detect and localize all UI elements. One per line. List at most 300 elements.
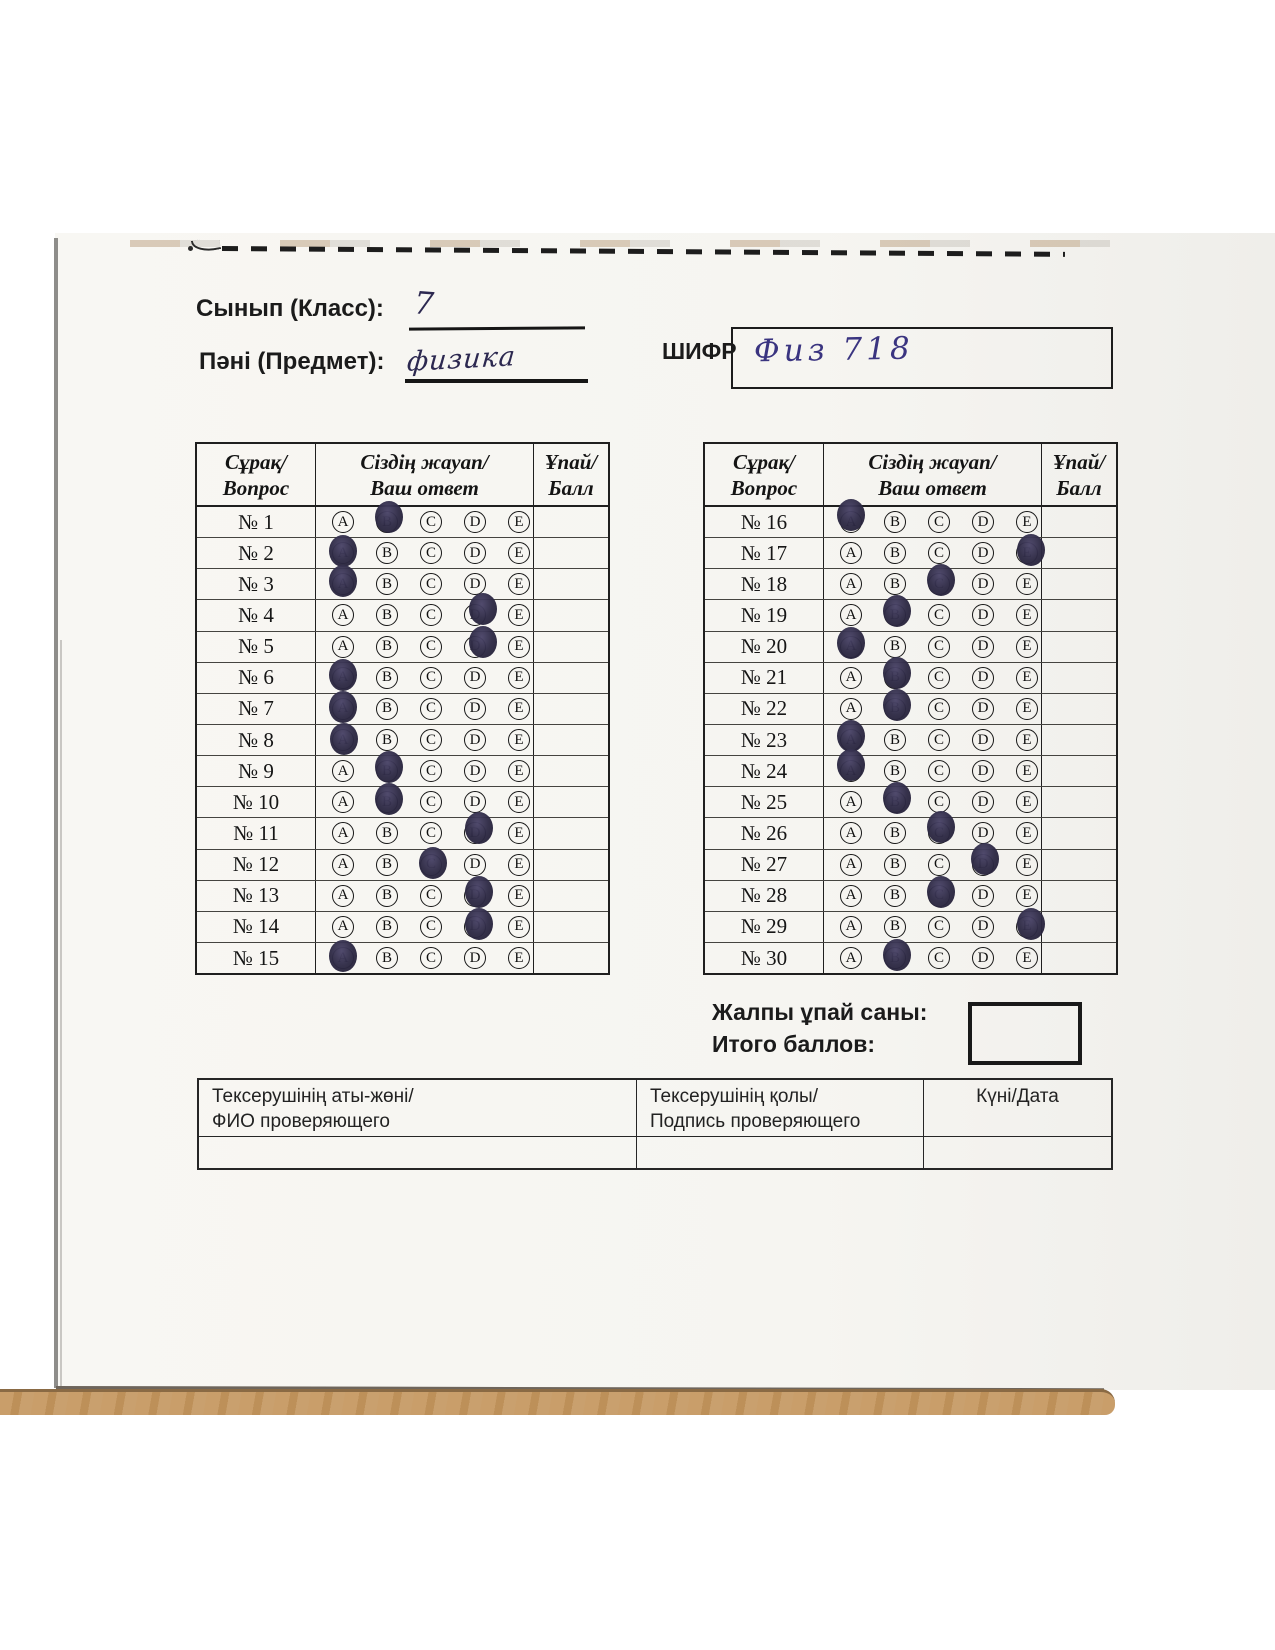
- bubble-D: D: [972, 822, 994, 844]
- pen-squiggle-dot: [188, 246, 193, 251]
- reviewer-table: [197, 1078, 1113, 1170]
- bubble-B: B: [884, 573, 906, 595]
- bubble-B: B: [884, 760, 906, 782]
- bubble-A: A: [840, 573, 862, 595]
- bubble-E: E: [1016, 854, 1038, 876]
- marked-bubble: [1017, 534, 1045, 566]
- answer-row: [705, 881, 1116, 912]
- answer-row: [705, 663, 1116, 694]
- answer-row: [705, 632, 1116, 663]
- bubble-C: C: [420, 604, 442, 626]
- answer-options-cell: [824, 912, 1042, 942]
- bubble-E: E: [1016, 636, 1038, 658]
- question-number: № 23: [705, 725, 824, 755]
- bubble-A: A: [332, 791, 354, 813]
- question-number: № 1: [197, 507, 316, 537]
- cipher-label: ШИФР: [662, 338, 737, 364]
- answer-row: [705, 694, 1116, 725]
- question-number: № 17: [705, 538, 824, 568]
- bubble-E: E: [508, 791, 530, 813]
- question-number: № 25: [705, 787, 824, 817]
- bubble-A: A: [840, 916, 862, 938]
- bubble-B: B: [884, 885, 906, 907]
- question-number: № 11: [197, 818, 316, 848]
- answer-options-cell: [824, 507, 1042, 537]
- bubble-C: C: [420, 511, 442, 533]
- date-cell: [924, 1137, 1111, 1168]
- answer-row: [197, 507, 608, 538]
- bubble-E: E: [1016, 573, 1038, 595]
- reviewer-signature-header: [637, 1080, 924, 1136]
- question-number: № 4: [197, 600, 316, 630]
- score-column-header: Ұпай/ Балл: [544, 449, 598, 500]
- score-cell: [534, 787, 608, 817]
- marked-bubble: [971, 843, 999, 875]
- question-number: № 28: [705, 881, 824, 911]
- marked-bubble: [1017, 908, 1045, 940]
- answer-row: [197, 818, 608, 849]
- bubble-D: D: [972, 916, 994, 938]
- score-cell: [534, 756, 608, 786]
- bubble-B: B: [884, 636, 906, 658]
- bubble-B: B: [376, 667, 398, 689]
- bubble-E: E: [508, 698, 530, 720]
- bubble-E: E: [508, 729, 530, 751]
- score-cell: [1042, 943, 1116, 973]
- bubble-E: E: [1016, 791, 1038, 813]
- answer-options-cell: [824, 569, 1042, 599]
- bubble-C: C: [420, 636, 442, 658]
- answer-options-cell: [316, 600, 534, 630]
- answer-row: [705, 538, 1116, 569]
- bubble-B: B: [376, 698, 398, 720]
- marked-bubble: [375, 501, 403, 533]
- marked-bubble: [330, 723, 358, 755]
- answer-options-cell: [824, 943, 1042, 973]
- bubble-C: C: [928, 791, 950, 813]
- bubble-C: C: [420, 698, 442, 720]
- question-column-header: Сұрақ/ Вопрос: [197, 444, 316, 505]
- bubble-C: C: [928, 542, 950, 564]
- bubble-B: B: [884, 729, 906, 751]
- answer-options-cell: [824, 632, 1042, 662]
- bubble-B: B: [376, 729, 398, 751]
- marked-bubble: [837, 720, 865, 752]
- bubble-C: C: [928, 854, 950, 876]
- bubble-B: B: [376, 916, 398, 938]
- marked-bubble: [375, 783, 403, 815]
- question-number: № 20: [705, 632, 824, 662]
- bubble-D: D: [972, 604, 994, 626]
- score-cell: [534, 600, 608, 630]
- score-cell: [1042, 818, 1116, 848]
- bubble-C: C: [928, 760, 950, 782]
- bubble-E: E: [1016, 822, 1038, 844]
- answer-options-cell: [316, 694, 534, 724]
- answer-options-cell: [316, 632, 534, 662]
- answers-table-questions-16-30: [703, 442, 1118, 975]
- bubble-E: E: [508, 947, 530, 969]
- marked-bubble: [329, 940, 357, 972]
- bubble-C: C: [420, 822, 442, 844]
- reviewer-signature-cell: [637, 1137, 924, 1168]
- bubble-E: E: [508, 542, 530, 564]
- bubble-A: A: [332, 885, 354, 907]
- question-number: № 26: [705, 818, 824, 848]
- subject-label: Пәні (Предмет):: [199, 348, 385, 375]
- bubble-D: D: [972, 791, 994, 813]
- bubble-E: E: [1016, 947, 1038, 969]
- question-number: № 15: [197, 943, 316, 973]
- bubble-D: D: [464, 947, 486, 969]
- question-number: № 8: [197, 725, 316, 755]
- answer-row: [197, 569, 608, 600]
- bubble-D: D: [972, 885, 994, 907]
- answer-options-cell: [824, 756, 1042, 786]
- answer-column-header: Сіздің жауап/ Ваш ответ: [316, 444, 534, 505]
- bubble-B: B: [376, 885, 398, 907]
- reviewer-name-header: [199, 1080, 637, 1136]
- bubble-B: B: [376, 854, 398, 876]
- question-number: № 22: [705, 694, 824, 724]
- bubble-C: C: [420, 791, 442, 813]
- score-cell: [1042, 787, 1116, 817]
- marked-bubble: [469, 593, 497, 625]
- class-handwritten-value: 7: [412, 285, 435, 323]
- bubble-E: E: [508, 760, 530, 782]
- bubble-A: A: [840, 542, 862, 564]
- marked-bubble: [883, 595, 911, 627]
- marked-bubble: [469, 626, 497, 658]
- bubble-C: C: [928, 947, 950, 969]
- bubble-C: C: [928, 511, 950, 533]
- answer-row: [705, 507, 1116, 538]
- reviewer-name-header-kz: Тексерушінің аты-жөні/: [212, 1086, 414, 1107]
- question-number: № 9: [197, 756, 316, 786]
- answer-options-cell: [316, 943, 534, 973]
- bubble-A: A: [840, 822, 862, 844]
- answer-options-cell: [824, 538, 1042, 568]
- marked-bubble: [883, 782, 911, 814]
- marked-bubble: [927, 876, 955, 908]
- question-number: № 10: [197, 787, 316, 817]
- score-cell: [534, 694, 608, 724]
- total-score-box: [968, 1002, 1082, 1065]
- score-cell: [534, 912, 608, 942]
- bubble-A: A: [332, 636, 354, 658]
- bubble-C: C: [420, 947, 442, 969]
- bubble-E: E: [1016, 885, 1038, 907]
- bubble-C: C: [420, 885, 442, 907]
- cipher-handwritten-value: Физ 718: [753, 330, 914, 370]
- marked-bubble: [465, 876, 493, 908]
- bubble-A: A: [840, 698, 862, 720]
- marked-bubble: [883, 689, 911, 721]
- bubble-D: D: [464, 729, 486, 751]
- bubble-D: D: [464, 542, 486, 564]
- bubble-C: C: [928, 698, 950, 720]
- subject-underline: [405, 379, 588, 383]
- question-number: № 16: [705, 507, 824, 537]
- answer-row: [197, 881, 608, 912]
- reviewer-signature-header-ru: Подпись проверяющего: [650, 1111, 861, 1132]
- question-number: № 12: [197, 850, 316, 880]
- bubble-E: E: [508, 822, 530, 844]
- score-cell: [534, 569, 608, 599]
- total-score-label-ru: Итого баллов:: [712, 1031, 876, 1057]
- reviewer-signature-header-kz: Тексерушінің қолы/: [650, 1086, 818, 1107]
- bubble-B: B: [376, 542, 398, 564]
- bubble-B: B: [884, 916, 906, 938]
- bubble-B: B: [884, 511, 906, 533]
- marked-bubble: [329, 535, 357, 567]
- bubble-A: A: [840, 885, 862, 907]
- answer-row: [197, 943, 608, 973]
- bubble-C: C: [928, 636, 950, 658]
- bubble-A: A: [332, 760, 354, 782]
- marked-bubble: [329, 691, 357, 723]
- answer-row: [705, 569, 1116, 600]
- bubble-C: C: [928, 667, 950, 689]
- question-number: № 27: [705, 850, 824, 880]
- marked-bubble: [837, 627, 865, 659]
- answer-options-cell: [316, 663, 534, 693]
- score-cell: [534, 538, 608, 568]
- score-cell: [1042, 538, 1116, 568]
- answer-row: [197, 912, 608, 943]
- bubble-C: C: [420, 667, 442, 689]
- answer-options-cell: [824, 694, 1042, 724]
- bubble-A: A: [840, 947, 862, 969]
- marked-bubble: [883, 939, 911, 971]
- answer-options-cell: [824, 881, 1042, 911]
- wooden-table-surface: [0, 1389, 1115, 1415]
- bubble-E: E: [1016, 667, 1038, 689]
- answer-options-cell: [316, 787, 534, 817]
- question-number: № 19: [705, 600, 824, 630]
- bubble-E: E: [508, 885, 530, 907]
- answer-column-header: Сіздің жауап/ Ваш ответ: [824, 444, 1042, 505]
- bubble-E: E: [1016, 760, 1038, 782]
- question-number: № 3: [197, 569, 316, 599]
- bubble-E: E: [1016, 511, 1038, 533]
- question-number: № 2: [197, 538, 316, 568]
- question-number: № 13: [197, 881, 316, 911]
- answer-row: [705, 912, 1116, 943]
- answer-options-cell: [824, 663, 1042, 693]
- bubble-E: E: [508, 511, 530, 533]
- score-cell: [1042, 569, 1116, 599]
- score-cell: [1042, 694, 1116, 724]
- score-cell: [1042, 725, 1116, 755]
- answer-options-cell: [824, 818, 1042, 848]
- answer-row: [197, 538, 608, 569]
- score-cell: [534, 850, 608, 880]
- answer-options-cell: [316, 756, 534, 786]
- score-cell: [534, 507, 608, 537]
- bubble-A: A: [332, 854, 354, 876]
- bubble-C: C: [928, 916, 950, 938]
- bubble-D: D: [464, 760, 486, 782]
- answer-options-cell: [316, 850, 534, 880]
- bubble-B: B: [376, 947, 398, 969]
- bubble-B: B: [884, 542, 906, 564]
- bubble-A: A: [332, 916, 354, 938]
- bubble-C: C: [420, 916, 442, 938]
- bubble-D: D: [972, 729, 994, 751]
- answer-options-cell: [316, 881, 534, 911]
- bubble-A: A: [840, 667, 862, 689]
- bubble-E: E: [508, 916, 530, 938]
- bubble-D: D: [464, 698, 486, 720]
- answer-options-cell: [316, 725, 534, 755]
- bubble-A: A: [332, 511, 354, 533]
- bubble-E: E: [508, 604, 530, 626]
- answer-row: [197, 787, 608, 818]
- bubble-A: A: [840, 854, 862, 876]
- bubble-A: A: [332, 604, 354, 626]
- answer-options-cell: [316, 912, 534, 942]
- bubble-D: D: [972, 760, 994, 782]
- bubble-C: C: [420, 729, 442, 751]
- score-column-header: Ұпай/ Балл: [1052, 449, 1106, 500]
- marked-bubble: [375, 751, 403, 783]
- answer-options-cell: [316, 507, 534, 537]
- marked-bubble: [465, 812, 493, 844]
- reviewer-name-cell: [199, 1137, 637, 1168]
- table-header-row: [197, 444, 608, 507]
- score-cell: [534, 881, 608, 911]
- bubble-E: E: [1016, 698, 1038, 720]
- score-cell: [1042, 850, 1116, 880]
- question-number: № 7: [197, 694, 316, 724]
- question-number: № 29: [705, 912, 824, 942]
- answer-options-cell: [316, 569, 534, 599]
- bubble-D: D: [972, 636, 994, 658]
- paper-stack-left-edge: [54, 238, 58, 1388]
- answer-row: [705, 600, 1116, 631]
- reviewer-name-header-ru: ФИО проверяющего: [212, 1111, 390, 1132]
- bubble-D: D: [972, 667, 994, 689]
- question-number: № 14: [197, 912, 316, 942]
- answer-row: [705, 850, 1116, 881]
- bubble-E: E: [508, 636, 530, 658]
- marked-bubble: [329, 659, 357, 691]
- question-number: № 30: [705, 943, 824, 973]
- bubble-B: B: [884, 822, 906, 844]
- bubble-D: D: [464, 854, 486, 876]
- answer-row: [197, 756, 608, 787]
- marked-bubble: [927, 564, 955, 596]
- answer-row: [705, 818, 1116, 849]
- score-cell: [534, 725, 608, 755]
- bubble-A: A: [840, 604, 862, 626]
- answers-table-questions-1-15: [195, 442, 610, 975]
- answer-row: [705, 943, 1116, 973]
- reviewer-table-empty-row: [199, 1137, 1111, 1168]
- score-cell: [534, 632, 608, 662]
- bubble-A: A: [332, 822, 354, 844]
- bubble-C: C: [420, 542, 442, 564]
- question-number: № 18: [705, 569, 824, 599]
- bubble-D: D: [972, 511, 994, 533]
- answer-row: [197, 725, 608, 756]
- bubble-E: E: [1016, 729, 1038, 751]
- bubble-D: D: [972, 947, 994, 969]
- bubble-D: D: [972, 573, 994, 595]
- score-cell: [1042, 632, 1116, 662]
- bubble-D: D: [464, 511, 486, 533]
- marked-bubble: [329, 565, 357, 597]
- answer-row: [705, 756, 1116, 787]
- paper-stack-left-edge-2: [60, 640, 62, 1388]
- marked-bubble: [465, 908, 493, 940]
- bubble-B: B: [376, 636, 398, 658]
- question-column-header: Сұрақ/ Вопрос: [705, 444, 824, 505]
- bubble-C: C: [928, 604, 950, 626]
- reviewer-table-header-row: [199, 1080, 1111, 1137]
- answer-options-cell: [316, 538, 534, 568]
- answer-row: [197, 850, 608, 881]
- answer-row: [197, 694, 608, 725]
- answer-options-cell: [824, 600, 1042, 630]
- bubble-D: D: [464, 573, 486, 595]
- answer-row: [197, 600, 608, 631]
- bubble-E: E: [1016, 604, 1038, 626]
- total-score-label-kz: Жалпы ұпай саны:: [712, 999, 928, 1025]
- class-label: Сынып (Класс):: [196, 295, 384, 322]
- bubble-C: C: [420, 760, 442, 782]
- score-cell: [534, 943, 608, 973]
- question-number: № 5: [197, 632, 316, 662]
- bubble-C: C: [420, 573, 442, 595]
- score-cell: [1042, 600, 1116, 630]
- bubble-B: B: [884, 854, 906, 876]
- bubble-B: B: [376, 822, 398, 844]
- marked-bubble: [837, 499, 865, 531]
- bubble-D: D: [464, 791, 486, 813]
- marked-bubble: [837, 749, 865, 781]
- date-header: Күні/Дата: [976, 1086, 1059, 1107]
- answer-row: [197, 632, 608, 663]
- score-cell: [1042, 912, 1116, 942]
- score-cell: [534, 663, 608, 693]
- score-cell: [1042, 881, 1116, 911]
- bubble-B: B: [376, 604, 398, 626]
- subject-handwritten-value: физика: [405, 341, 518, 378]
- answer-options-cell: [316, 818, 534, 848]
- marked-bubble: [419, 847, 447, 879]
- table-header-row: [705, 444, 1116, 507]
- bubble-E: E: [508, 854, 530, 876]
- answer-options-cell: [824, 850, 1042, 880]
- answer-row: [705, 725, 1116, 756]
- bubble-D: D: [972, 698, 994, 720]
- answer-row: [705, 787, 1116, 818]
- question-number: № 6: [197, 663, 316, 693]
- bubble-C: C: [928, 729, 950, 751]
- score-cell: [1042, 507, 1116, 537]
- question-number: № 24: [705, 756, 824, 786]
- marked-bubble: [883, 657, 911, 689]
- marked-bubble: [927, 811, 955, 843]
- score-cell: [1042, 663, 1116, 693]
- score-cell: [1042, 756, 1116, 786]
- bubble-B: B: [376, 573, 398, 595]
- bubble-E: E: [508, 667, 530, 689]
- question-number: № 21: [705, 663, 824, 693]
- bubble-D: D: [464, 667, 486, 689]
